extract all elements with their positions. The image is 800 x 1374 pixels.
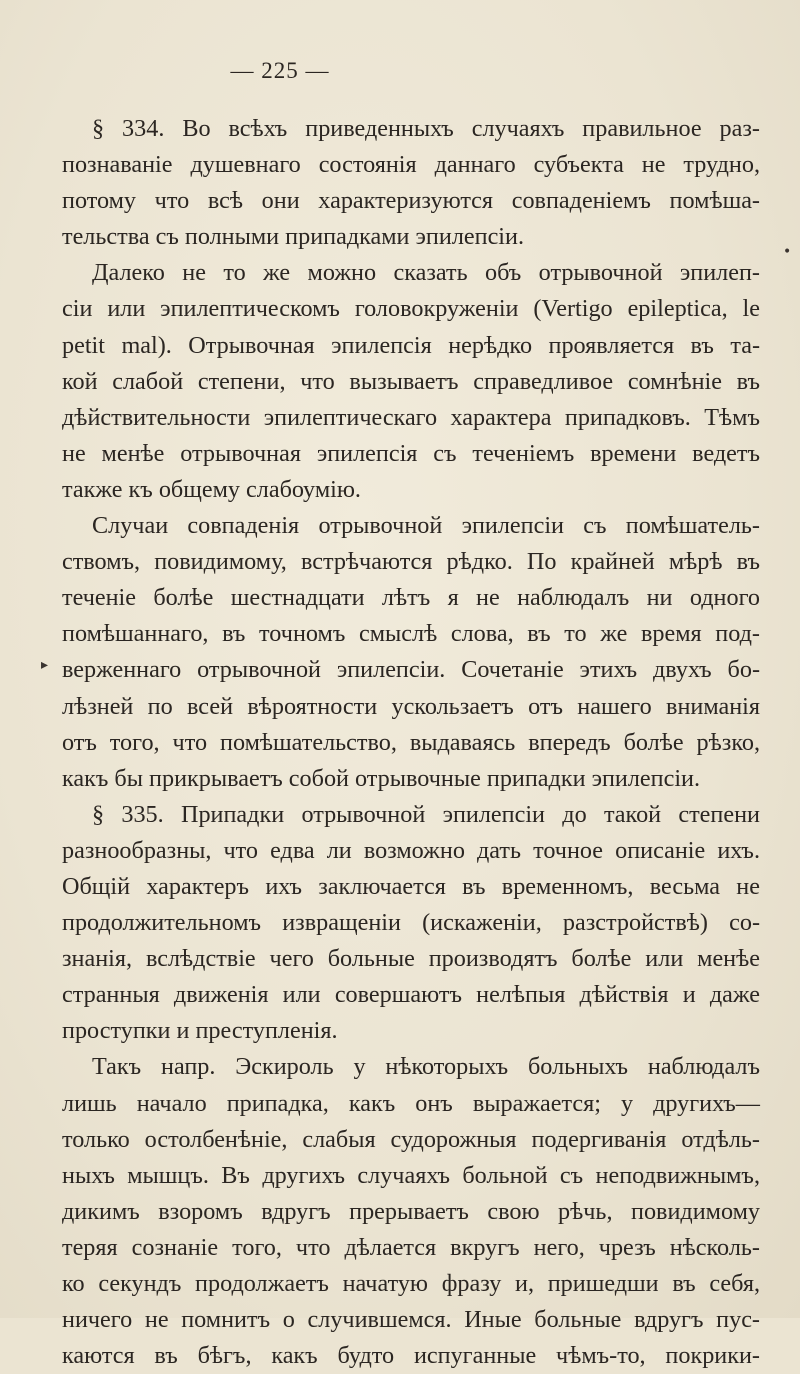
text-line: помѣшаннаго, въ точномъ смыслѣ слова, въ то же время под- [62, 620, 760, 648]
text-line: также къ общему слабоумію. [62, 475, 361, 503]
text-line: сіи или эпилептическомъ головокруженіи (Vertigo epileptica, le [62, 295, 760, 323]
text-line: теряя сознаніе того, что дѣлается вкругъ него, чрезъ нѣсколь- [62, 1233, 760, 1261]
text-line: лишь начало припадка, какъ онъ выражается; у другихъ— [62, 1089, 760, 1117]
text-line: Далеко не то же можно сказать объ отрывочной эпилеп- [92, 259, 760, 287]
text-line: теченіе болѣе шестнадцати лѣтъ я не наблюдалъ ни одного [62, 584, 760, 612]
text-line: ничего не помнитъ о случившемся. Иные больные вдругъ пус- [62, 1306, 760, 1334]
text-line: каются въ бѣгъ, какъ будто испуганные чѣмъ-то, покрики- [62, 1342, 760, 1370]
body-text [62, 111, 760, 1374]
margin-speck: • [783, 244, 792, 260]
text-line: только остолбенѣніе, слабыя судорожныя подергиванія отдѣль- [62, 1125, 760, 1153]
text-line: Такъ напр. Эскироль у нѣкоторыхъ больныхъ наблюдалъ [92, 1053, 760, 1081]
text-line: отъ того, что помѣшательство, выдаваясь впередъ болѣе рѣзко, [62, 728, 760, 756]
text-line: Общій характеръ ихъ заключается въ временномъ, весьма не [62, 872, 760, 900]
text-line: какъ бы прикрываетъ собой отрывочные припадки эпилепсіи. [62, 764, 701, 792]
text-line: знанія, вслѣдствіе чего больные производятъ болѣе или менѣе [62, 945, 760, 973]
page-number: — 225 — [230, 58, 330, 83]
text-line: тельства съ полными припадками эпилепсіи. [62, 223, 525, 251]
text-line: разнообразны, что едва ли возможно дать точное описаніе ихъ. [62, 836, 760, 864]
text-line: дикимъ взоромъ вдругъ прерываетъ свою рѣчь, повидимому [62, 1197, 760, 1225]
text-line: petit mal). Отрывочная эпилепсія нерѣдко проявляется въ та- [62, 331, 760, 359]
text-line: § 334. Во всѣхъ приведенныхъ случаяхъ правильное раз- [92, 115, 760, 142]
text-line: потому что всѣ они характеризуются совпаденіемъ помѣша- [62, 187, 760, 215]
text-line: Случаи совпаденія отрывочной эпилепсіи съ помѣшатель- [92, 512, 760, 540]
margin-speck: ▸ [41, 657, 49, 673]
text-line: не менѣе отрывочная эпилепсія съ теченіемъ времени ведетъ [62, 439, 760, 467]
text-line: дѣйствительности эпилептическаго характера припадковъ. Тѣмъ [62, 403, 760, 431]
text-line: познаваніе душевнаго состоянія даннаго субъекта не трудно, [62, 151, 760, 179]
text-line: проступки и преступленія. [62, 1017, 338, 1045]
text-line: верженнаго отрывочной эпилепсіи. Сочетаніе этихъ двухъ бо- [62, 656, 760, 684]
text-line: продолжительномъ извращеніи (искаженіи, разстройствѣ) со- [62, 909, 760, 937]
text-line: § 335. Припадки отрывочной эпилепсіи до такой степени [92, 800, 760, 828]
text-line: кой слабой степени, что вызываетъ справедливое сомнѣніе въ [62, 367, 760, 395]
text-line: лѣзней по всей вѣроятности ускользаетъ отъ нашего вниманія [62, 692, 760, 720]
text-line: ко секундъ продолжаетъ начатую фразу и, пришедши въ себя, [62, 1270, 760, 1297]
text-line: странныя движенія или совершаютъ нелѣпыя дѣйствія и даже [62, 981, 760, 1009]
text-line: ныхъ мышцъ. Въ другихъ случаяхъ больной съ неподвижнымъ, [62, 1161, 760, 1189]
text-line: ствомъ, повидимому, встрѣчаются рѣдко. По крайней мѣрѣ въ [62, 548, 760, 576]
